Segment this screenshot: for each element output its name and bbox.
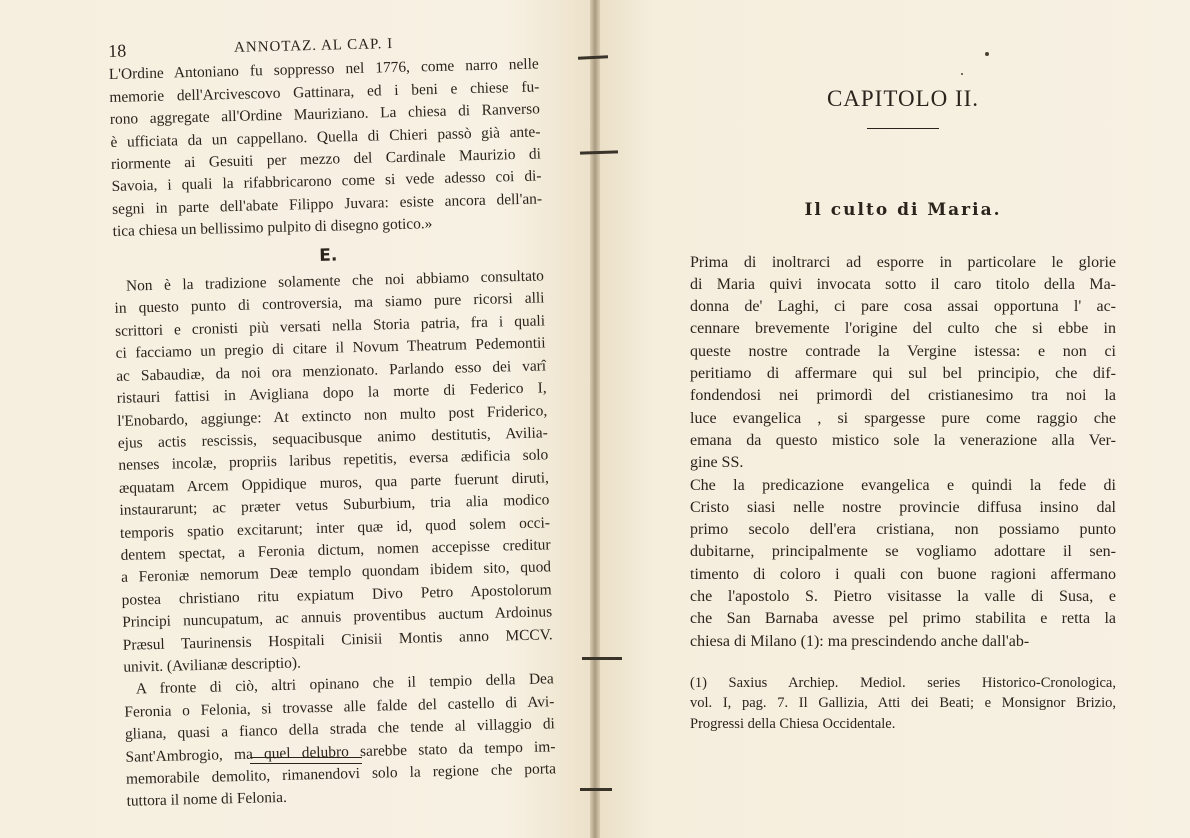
text-line: segni in parte dell'abate Filippo Juvara: esiste ancora dell'an- [111,190,543,218]
text-line: queste nostre contrade la Vergine istessa: e non ci [690,342,1116,360]
text-line: postea christiano ritu expiatum Divo Petro Apostolorum [121,581,552,609]
book-gutter [590,0,600,838]
text-line: gliana, quasi a fianco della strada che tende al villaggio di [124,715,556,743]
text-line: Che la predicazione evangelica e quindi la fede di [690,476,1116,494]
text-line: riormente ai Gesuiti per mezzo del Cardinale Maurizio di [110,145,542,173]
text-line: nenses incolæ, propriis laribus repetitis, eversa ædificia solo [118,446,549,475]
text-line: A fronte di ciò, altri opinano che il tempio della Dea [135,670,554,698]
text-line: cennare brevemente l'origine del culto che si ebbe in [690,320,1116,338]
text-line: che San Barnaba avesse pel primo stabilita e retta la [690,610,1116,628]
ink-speck [985,52,989,56]
binding-stitch [580,788,612,791]
chapter-rule [867,128,939,129]
page-number: 18 [108,40,127,61]
text-line: dentem spectat, a Feronia dictum, nomen accepisse creditur [120,536,551,564]
right-page-text [690,88,1116,734]
text-line: timento di coloro i quali con buone ragioni affermano [690,565,1116,583]
text-line: dubitarne, principalmente se vogliamo adottare il sen- [690,543,1116,561]
text-line: è ufficiata da un cappellano. Quella di Chieri passò già ante- [110,123,541,151]
running-head: ANNOTAZ. AL CAP. I [233,36,394,56]
text-line: memorie dell'Arcivescovo Gattinara, ed i beni e chiese fu- [109,78,540,106]
footnote [690,673,1116,735]
text-line: fondendosi nei primordì del cristianesimo tra noi la [690,387,1116,405]
text-line: vol. I, pag. 7. Il Gallizia, Atti dei Beati; e Monsignor Brizio, [690,695,1116,712]
text-line: memorabile demolito, rimanendovi solo la regione che porta [125,760,557,788]
text-line: L'Ordine Antoniano fu soppresso nel 1776, come narro nelle [108,55,539,84]
text-line: Progressi della Chiesa Occidentale. [690,715,896,732]
chapter-title: CAPITOLO II. [826,86,980,111]
text-line: ristauri fattisi in Avigliana dopo la morte di Federico I, [116,379,547,407]
text-line: primo secolo dell'era cristiana, non possiamo punto [690,521,1116,539]
section-title: Il culto di Maria. [804,200,1002,221]
text-line: ac Sabaudiæ, da noi ora menzionato. Parlando esso dei varî [116,357,547,385]
text-line: rono aggregate all'Ordine Mauriziano. La chiesa di Ranverso [109,100,541,129]
text-line: Præsul Taurinensis Hospitali Cinisii Montis anno MCCV. [122,625,553,654]
text-line: Feronia o Felonia, si trovasse alle falde del castello di Avi- [124,693,555,721]
paragraph [690,475,1116,653]
text-line: peritiamo di affermare qui sul bel principio, che dif- [690,365,1116,383]
text-line: di Maria quivi invocata sotto il caro titolo della Ma- [690,275,1116,293]
text-line: ejus actis rescissis, sequacibusque animo destitutis, Aviliа- [117,424,548,452]
text-line: tica chiesa un bellissimo pulpito di disegno gotico.» [112,215,433,241]
paragraph [690,252,1116,475]
ink-speck [961,73,963,75]
text-line: in questo punto di controversia, ma siamo pure ricorsi alli [114,289,545,318]
text-line: chiesa di Milano (1): ma prescindendo anche dall'ab- [690,632,1030,650]
section-letter: E. [319,245,338,266]
text-line: l'Enobardo, aggiunge: At extincto non multo post Friderico, [117,401,548,430]
text-line: (1) Saxius Archiep. Mediol. series Historico-Cronologica, [690,674,1116,691]
paragraph [109,54,543,244]
text-line: ci facciamo un pregio di citare il Novum Theatrum Pedemontii [115,334,546,363]
text-line: temporis spatio excitarunt; inter quæ id, quod solem occi- [119,513,551,542]
end-rule [250,757,362,764]
paragraph [114,265,554,679]
text-line: Prima di inoltrarci ad esporre in particolare le glorie [690,253,1116,271]
left-page-text [108,29,557,813]
text-line: Sant'Ambrogio, ma quel delubro sarebbe stato da tempo im- [125,737,556,766]
text-line: instaurarunt; ac præter vetus Suburbium, tria alia modico [119,491,550,519]
text-line: Savoia, i quali la rifabbricarono come si vede adesso coi di- [111,167,542,196]
text-line: emana da questo mistico sole la venerazione alla Ver- [690,431,1116,449]
text-line: donna de' Laghi, ci pare cosa assai opportuna l' ac- [690,298,1116,316]
text-line: Principi nuncupatum, ac annuis proventibus auctum Ardoinus [122,603,553,631]
text-line: luce evangelica , si spargesse pure come raggio che [690,409,1116,427]
text-line: tuttora il nome di Felonia. [126,789,288,811]
binding-stitch [582,657,622,660]
paragraph [124,669,557,814]
text-line: gine SS. [690,454,744,472]
text-line: scrittori e cronisti più versati nella Storia patria, fra i quali [114,312,546,340]
text-line: æquatam Arcem Oppidique muros, qua parte fuerunt diruti, [118,469,550,497]
text-line: Cristo siasi nelle nostre provincie diffusa insino dal [690,498,1116,516]
text-line: che l'apostolo S. Pietro visitasse la valle di Susa, e [690,588,1116,606]
text-line: univit. (Avilianæ descriptio). [123,654,302,676]
text-line: Non è la tradizione solamente che noi abbiamo consultato [125,267,545,295]
text-line: a Feroniæ nemorum Deæ templo quondam ibidem sito, quod [120,558,552,587]
